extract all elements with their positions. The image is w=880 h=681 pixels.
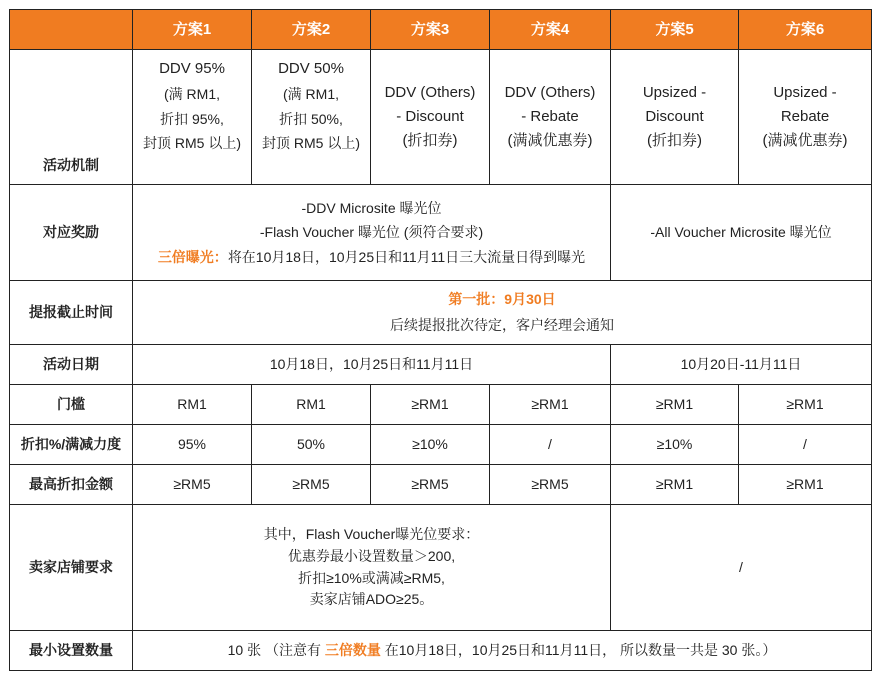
max-discount-cell: ≥RM5: [252, 465, 371, 505]
header-plan-4: 方案4: [490, 10, 611, 50]
threshold-label: 门槛: [10, 385, 133, 425]
mechanism-plan-5-line: (折扣券): [647, 132, 702, 149]
mechanism-plan-1-line: DDV 95%: [159, 60, 225, 77]
discount-row: [10, 425, 872, 465]
threshold-cell: ≥RM1: [490, 385, 611, 425]
mechanism-plan-1-line: 折扣 95%,: [160, 110, 224, 127]
header-plan-1: 方案1: [133, 10, 252, 50]
mechanism-plan-5: [611, 50, 739, 185]
discount-label: 折扣%/满减力度: [10, 425, 133, 465]
mechanism-plan-6-line: (满减优惠券): [762, 132, 848, 149]
max-discount-cell: ≥RM1: [739, 465, 872, 505]
mechanism-plan-4-line: (满减优惠券): [507, 132, 593, 149]
discount-cell: 95%: [133, 425, 252, 465]
discount-cell: 50%: [252, 425, 371, 465]
reward-right: -All Voucher Microsite 曝光位: [611, 185, 872, 281]
reward-row: [10, 185, 872, 281]
min-qty-row: [10, 631, 872, 671]
header-plan-5: 方案5: [611, 10, 739, 50]
dates-label: 活动日期: [10, 345, 133, 385]
header-plan-2: 方案2: [252, 10, 371, 50]
deadline-label: 提报截止时间: [10, 281, 133, 345]
reward-line: [135, 245, 608, 270]
mechanism-label: 活动机制: [10, 50, 133, 185]
threshold-cell: RM1: [133, 385, 252, 425]
reward-line: -DDV Microsite 曝光位: [301, 199, 442, 216]
threshold-row: [10, 385, 872, 425]
max-discount-cell: ≥RM5: [371, 465, 490, 505]
mechanism-row: [10, 50, 872, 185]
min-qty-prefix: 10 张 （注意有: [227, 641, 325, 658]
max-discount-cell: ≥RM1: [611, 465, 739, 505]
min-qty-label: 最小设置数量: [10, 631, 133, 671]
seller-req-left: [133, 505, 611, 631]
discount-cell: ≥10%: [371, 425, 490, 465]
header-row: [10, 10, 872, 50]
mechanism-plan-1-line: (满 RM1,: [164, 86, 220, 103]
discount-cell: ≥10%: [611, 425, 739, 465]
mechanism-plan-1-line: 封顶 RM5 以上): [143, 135, 241, 152]
mechanism-plan-3-line: - Discount: [396, 108, 464, 125]
triple-exposure-text: 将在10月18日，10月25日和11月11日三大流量日得到曝光: [227, 248, 586, 265]
min-qty-highlight: 三倍数量: [324, 641, 381, 658]
max-discount-label: 最高折扣金额: [10, 465, 133, 505]
mechanism-plan-6-line: Rebate: [780, 108, 830, 125]
mechanism-plan-6-line: Upsized -: [773, 84, 837, 101]
dates-row: [10, 345, 872, 385]
mechanism-plan-2-line: 折扣 50%,: [279, 110, 343, 127]
mechanism-plan-3-line: (折扣券): [402, 132, 458, 149]
threshold-cell: ≥RM1: [611, 385, 739, 425]
reward-line: -Flash Voucher 曝光位 (须符合要求): [259, 224, 484, 241]
dates-left: 10月18日，10月25日和11月11日: [133, 345, 611, 385]
mechanism-plan-4-line: - Rebate: [521, 108, 579, 125]
mechanism-plan-4: [490, 50, 611, 185]
threshold-cell: ≥RM1: [371, 385, 490, 425]
threshold-cell: ≥RM1: [739, 385, 872, 425]
seller-req-line: 其中，Flash Voucher曝光位要求：: [263, 526, 480, 543]
seller-req-row: [10, 505, 872, 631]
min-qty-value: [133, 631, 872, 671]
seller-req-line: 折扣≥10%或满减≥RM5,: [298, 569, 445, 586]
max-discount-cell: ≥RM5: [490, 465, 611, 505]
mechanism-plan-2-line: DDV 50%: [278, 60, 344, 77]
seller-req-label: 卖家店铺要求: [10, 505, 133, 631]
deadline-value: [133, 281, 872, 345]
header-plan-3: 方案3: [371, 10, 490, 50]
max-discount-row: [10, 465, 872, 505]
deadline-row: [10, 281, 872, 345]
mechanism-plan-5-line: Discount: [645, 108, 704, 125]
header-corner: [10, 10, 133, 50]
mechanism-plan-6: [739, 50, 872, 185]
mechanism-plan-4-line: DDV (Others): [504, 84, 596, 101]
mechanism-plan-2-line: (满 RM1,: [283, 86, 339, 103]
mechanism-plan-3-line: DDV (Others): [384, 84, 476, 101]
mechanism-plan-3: [371, 50, 490, 185]
mechanism-plan-2: [252, 50, 371, 185]
threshold-cell: RM1: [252, 385, 371, 425]
reward-left: [133, 185, 611, 281]
deadline-highlight: 第一批：9月30日: [448, 290, 556, 307]
reward-label: 对应奖励: [10, 185, 133, 281]
seller-req-line: 卖家店铺ADO≥25。: [309, 591, 434, 608]
plan-table: [9, 9, 872, 671]
mechanism-plan-2-line: 封顶 RM5 以上): [262, 135, 360, 152]
min-qty-suffix: 在10月18日，10月25日和11月11日， 所以数量一共是 30 张。）: [380, 641, 777, 658]
seller-req-right: /: [611, 505, 872, 631]
max-discount-cell: ≥RM5: [133, 465, 252, 505]
mechanism-plan-1: [133, 50, 252, 185]
discount-cell: /: [739, 425, 872, 465]
mechanism-plan-5-line: Upsized -: [642, 84, 707, 101]
discount-cell: /: [490, 425, 611, 465]
dates-right: 10月20日-11月11日: [611, 345, 872, 385]
deadline-note: 后续提报批次待定，客户经理会通知: [390, 316, 614, 333]
seller-req-line: 优惠券最小设置数量＞200,: [287, 547, 456, 564]
triple-exposure-highlight: 三倍曝光：: [157, 248, 228, 265]
header-plan-6: 方案6: [739, 10, 872, 50]
